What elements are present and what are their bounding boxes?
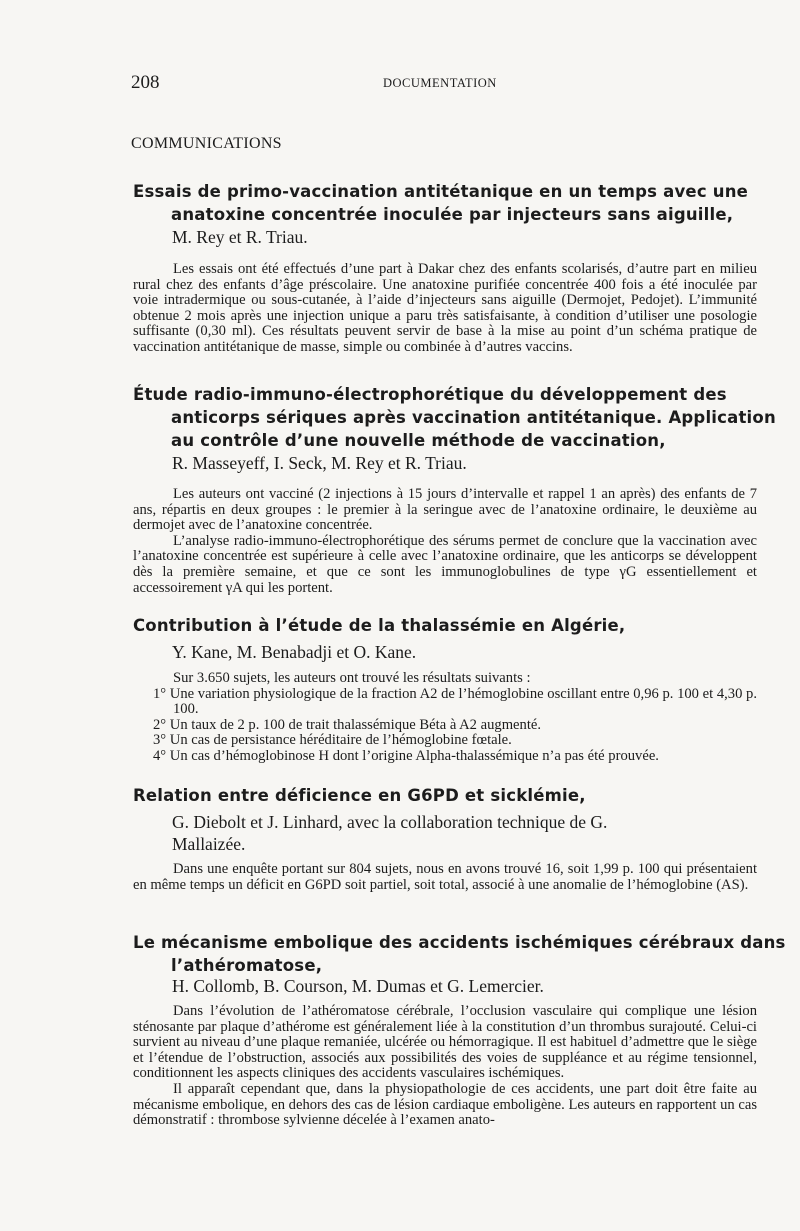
paragraph: Dans l’évolution de l’athéromatose cérébrale, l’occlusion vasculaire qui complique une lésion sténosante par plaque d’athérome est généralement liée à la constitution d’un thrombus surajouté. Celui-ci survient au niveau d’une plaque remaniée, ulcérée ou hémorragique. Il est habituel d’admettre que le siège et l’étendue de l’obstruction, associés aux possibilités des voies de suppléance et au régime tensionnel, conditionnent les aspects cliniques des accidents vasculaires ischémiques. (133, 1003, 757, 1082)
article-body (133, 862, 757, 893)
paragraph: Sur 3.650 sujets, les auteurs ont trouvé les résultats suivants : (173, 670, 531, 686)
article-body (133, 262, 757, 356)
list-item: 1° Une variation physiologique de la fraction A2 de l’hémoglobine oscillant entre 0,96 p. 100 et 4,30 p. 100. (153, 685, 757, 718)
article-body (133, 1004, 757, 1129)
article-authors: G. Diebolt et J. Linhard, avec la collaboration technique de G. Mallaizée. (172, 812, 608, 854)
article-body (133, 487, 757, 596)
article-authors: H. Collomb, B. Courson, M. Dumas et G. Lemercier. (172, 976, 544, 996)
article-title: Étude radio-immuno-électrophorétique du développement des anticorps sériques après vaccination antitétanique. Application au contrôle d’une nouvelle méthode de vaccination, (133, 385, 776, 450)
paragraph: Il apparaît cependant que, dans la physiopathologie de ces accidents, une part doit être faite au mécanisme embolique, en dehors des cas de lésion cardiaque emboligène. Les auteurs en rapportent un cas démonstratif : thrombose sylvienne décelée à l’examen anato- (133, 1080, 757, 1129)
page-number: 208 (131, 72, 160, 93)
article-body (133, 671, 757, 765)
section-heading: COMMUNICATIONS (131, 135, 282, 152)
list-item: 3° Un cas de persistance héréditaire de l’hémoglobine fœtale. (153, 732, 512, 749)
results-list (133, 687, 757, 765)
article-title: Essais de primo-vaccination antitétanique en un temps avec une anatoxine concentrée inoculée par injecteurs sans aiguille, (133, 182, 749, 224)
running-head: DOCUMENTATION (383, 76, 497, 90)
article-title: Le mécanisme embolique des accidents ischémiques cérébraux dans l’athéromatose, (133, 933, 786, 975)
paragraph: L’analyse radio-immuno-électrophorétique des sérums permet de conclure que la vaccination avec l’anatoxine concentrée est supérieure à celle avec l’anatoxine ordinaire, que les anticorps se développent dès la première semaine, et que ce sont les immunoglobulines de type γG essentiellement et accessoirement γA qui les portent. (133, 532, 757, 596)
paragraph: Les essais ont été effectués d’une part à Dakar chez des enfants scolarisés, d’autre part en milieu rural chez des enfants d’âge préscolaire. Une anatoxine purifiée concentrée 400 fois a été inoculée par voie intradermique ou sous-cutanée, à l’aide d’injecteurs sans aiguille (Dermojet, Pedojet). L’immunité obtenue 2 mois après une injection unique a paru très satisfaisante, à condition d’utiliser une posologie suffisante (0,30 ml). Ces résultats peuvent servir de base à la mise au point d’un schéma pratique de vaccination antitétanique de masse, simple ou combinée à d’autres vaccins. (133, 261, 757, 355)
article-authors: Y. Kane, M. Benabadji et O. Kane. (172, 642, 417, 662)
article-authors: R. Masseyeff, I. Seck, M. Rey et R. Triau. (172, 453, 467, 473)
article-authors: M. Rey et R. Triau. (172, 227, 308, 247)
article-title: Relation entre déficience en G6PD et sicklémie, (133, 786, 586, 805)
list-item: 4° Un cas d’hémoglobinose H dont l’origine Alpha-thalassémique n’a pas été prouvée. (153, 747, 659, 764)
paragraph: Dans une enquête portant sur 804 sujets, nous en avons trouvé 16, soit 1,99 p. 100 qui présentaient en même temps un déficit en G6PD soit partiel, soit total, associé à une anomalie de l’hémoglobine (AS). (133, 861, 757, 893)
article-title: Contribution à l’étude de la thalassémie en Algérie, (133, 616, 626, 635)
paragraph: Les auteurs ont vacciné (2 injections à 15 jours d’intervalle et rappel 1 an après) des enfants de 7 ans, répartis en deux groupes : le premier à la seringue avec de l’anatoxine ordinaire, le deuxième au dermojet avec de l’anatoxine concentrée. (133, 486, 757, 534)
list-item: 2° Un taux de 2 p. 100 de trait thalassémique Béta à A2 augmenté. (153, 716, 542, 733)
